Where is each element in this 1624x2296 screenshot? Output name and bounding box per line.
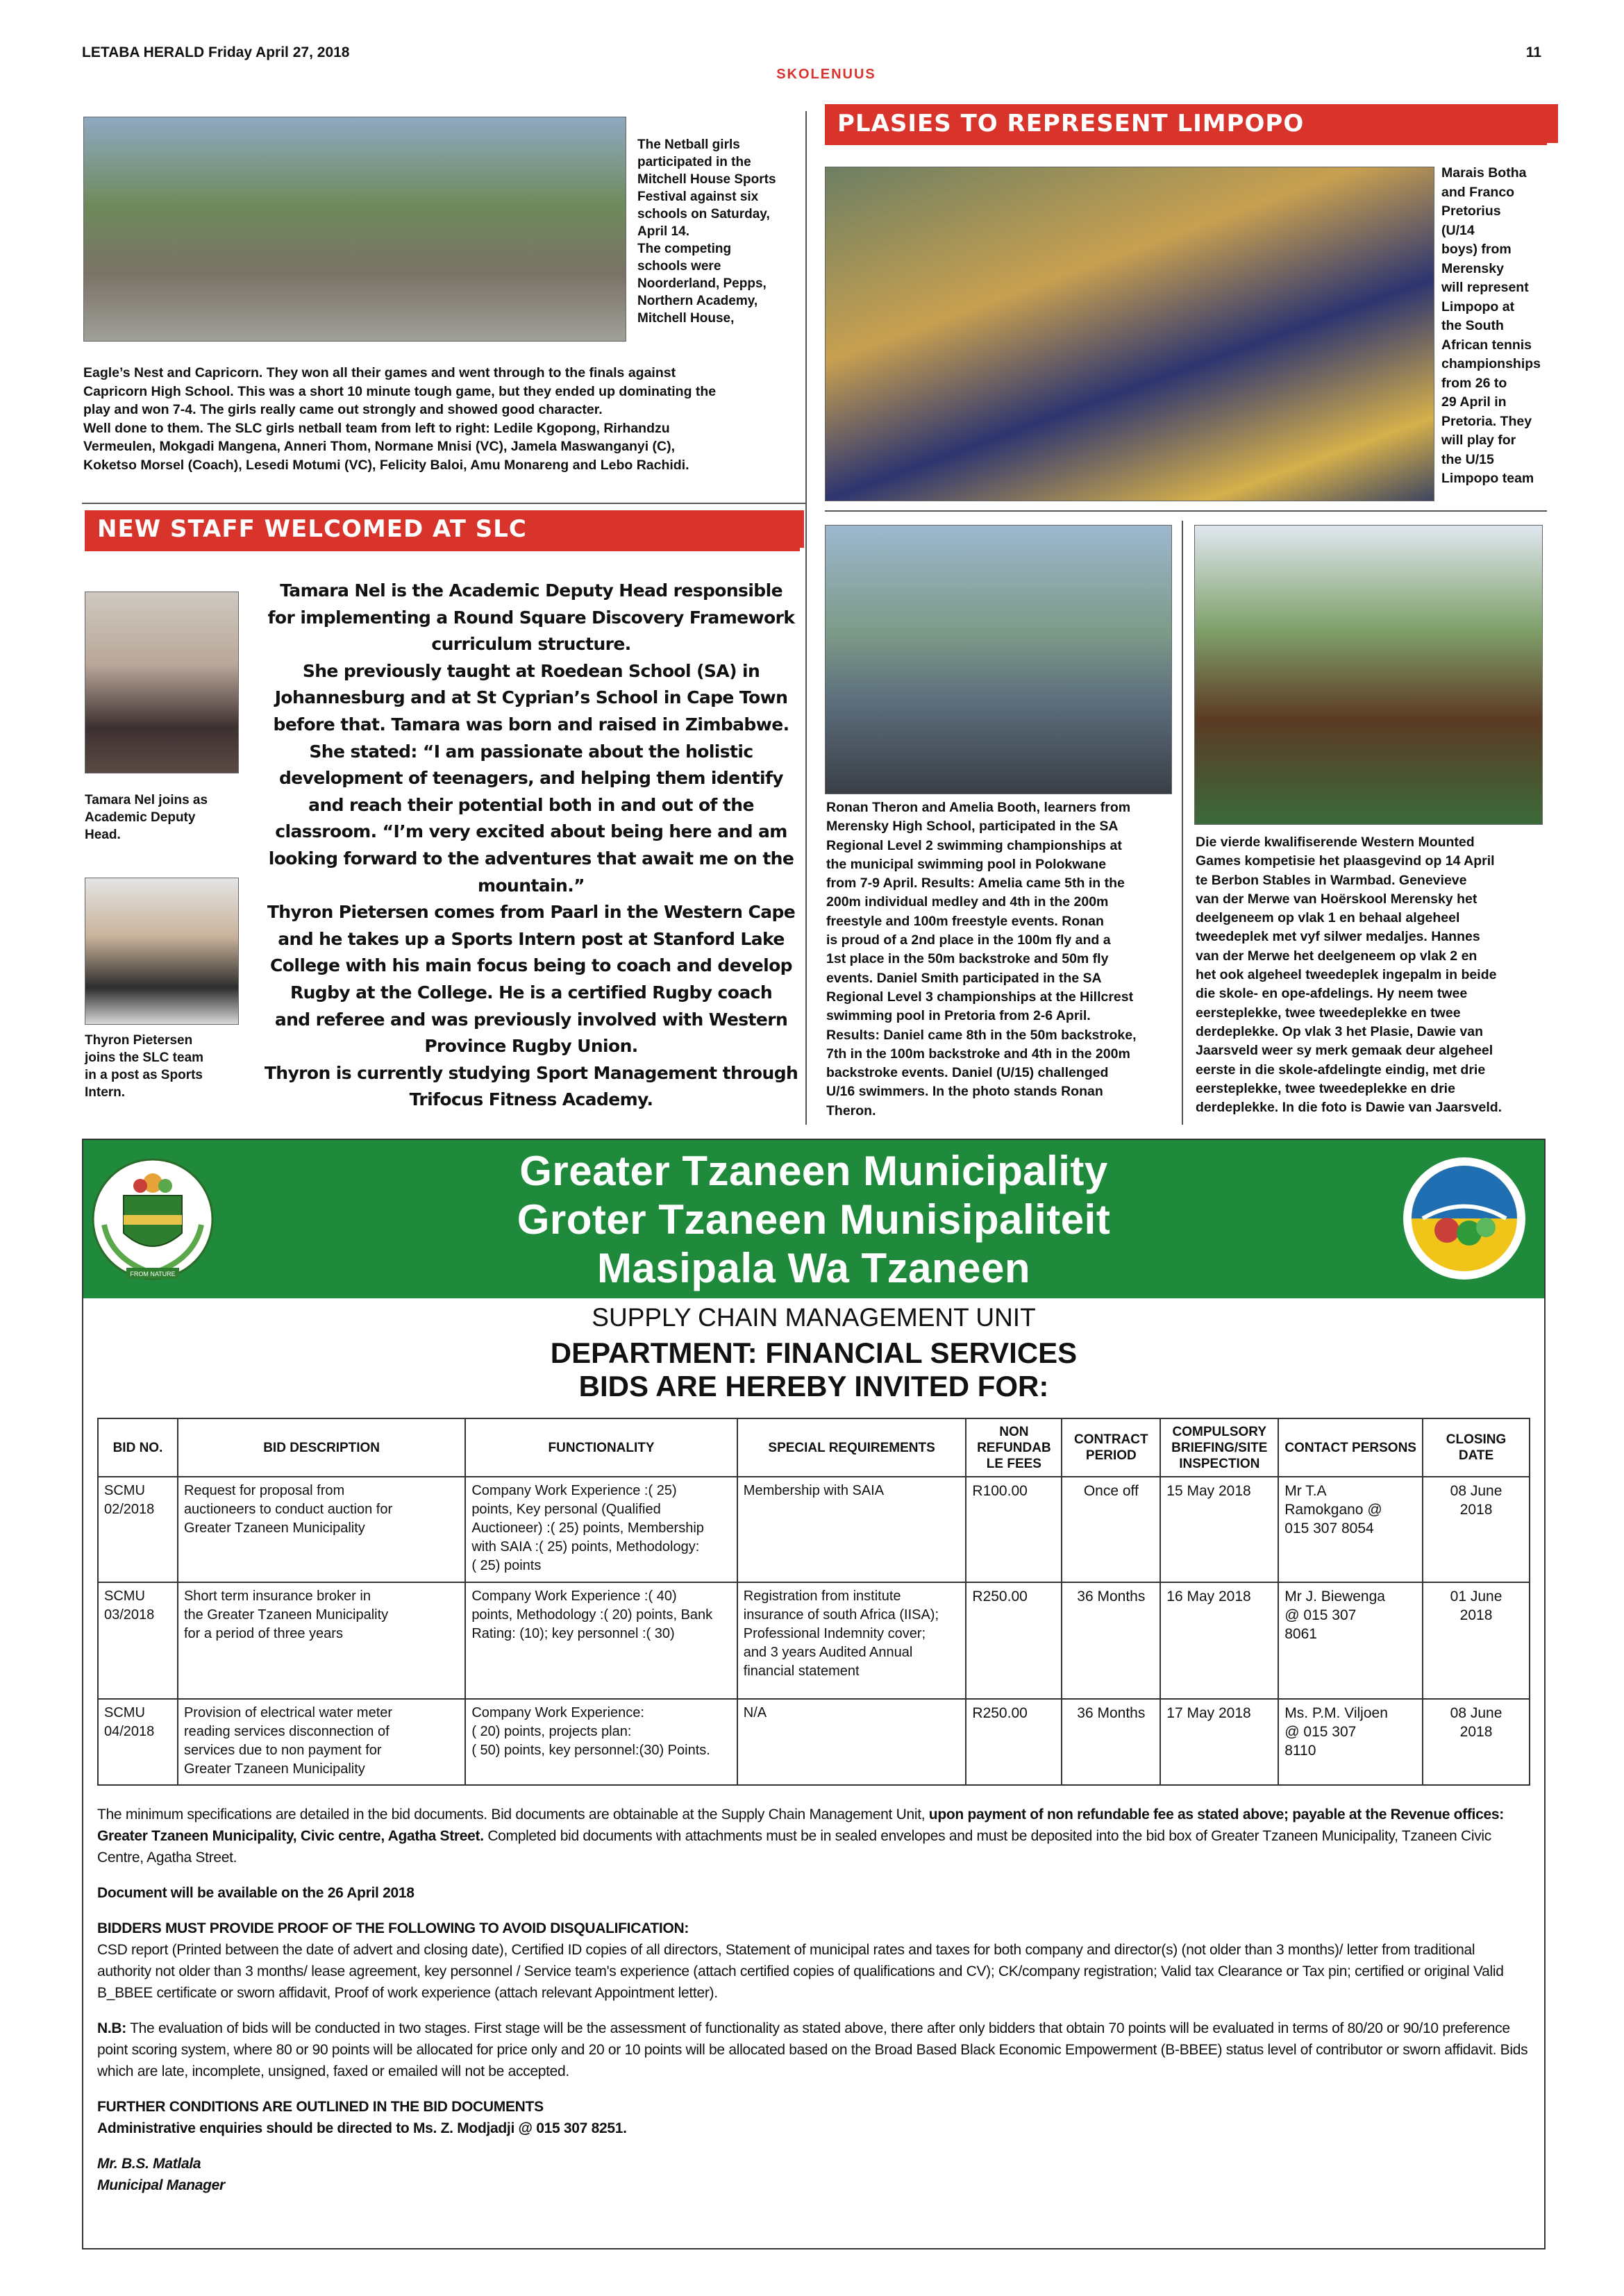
bids-invited-line: BIDS ARE HEREBY INVITED FOR: bbox=[578, 1370, 1049, 1402]
plasies-bottom-rule bbox=[825, 510, 1547, 512]
table-row bbox=[98, 1582, 1530, 1699]
column-divider-right bbox=[1182, 521, 1183, 1125]
bid-closing: 01 June 2018 bbox=[1423, 1582, 1530, 1699]
supply-chain-unit: SUPPLY CHAIN MANAGEMENT UNIT bbox=[592, 1303, 1036, 1332]
table-row bbox=[98, 1477, 1530, 1582]
column-header: CONTACT PERSONS bbox=[1278, 1418, 1423, 1477]
column-header: BID DESCRIPTION bbox=[178, 1418, 465, 1477]
bid-requirements: Registration from institute insurance of south Africa (IISA); Professional Indemnity cover; and 3 years Audited Annual financial statement bbox=[737, 1582, 966, 1699]
further-conditions: FURTHER CONDITIONS ARE OUTLINED IN THE BID DOCUMENTS Administrative enquiries should be directed to Ms. Z. Modjadji @ 015 307 8251. bbox=[97, 2099, 627, 2136]
page-number: 11 bbox=[1525, 44, 1541, 60]
municipality-header bbox=[83, 1140, 1544, 1298]
bids-table bbox=[97, 1418, 1530, 1786]
tennis-players-photo bbox=[825, 167, 1434, 501]
thyron-caption: Thyron Pietersen joins the SLC team in a post as Sports Intern. bbox=[85, 1033, 204, 1100]
column-header: NON REFUNDAB LE FEES bbox=[966, 1418, 1062, 1477]
bid-functionality: Company Work Experience :( 25) points, Key personal (Qualified Auctioneer) :( 25) points, Membership with SAIA :( 25) points, Methodology: ( 25) points bbox=[465, 1477, 737, 1582]
bid-contact: Mr J. Biewenga @ 015 307 8061 bbox=[1278, 1582, 1423, 1699]
netball-side-caption: The Netball girls participated in the Mitchell House Sports Festival against six schools on Saturday, April 14. The competing schools were Noorderland, Pepps, Northern Academy, Mitchell House, bbox=[637, 137, 776, 326]
bids-table-wrapper bbox=[97, 1418, 1530, 1786]
plasies-banner: PLASIES TO REPRESENT LIMPOPO bbox=[825, 104, 1558, 143]
newspaper-issue-line: LETABA HERALD Friday April 27, 2018 bbox=[82, 44, 350, 60]
section-name: SKOLENUUS bbox=[776, 67, 876, 82]
bid-closing: 08 June 2018 bbox=[1423, 1699, 1530, 1785]
bid-description: Provision of electrical water meter reading services disconnection of services due to non payment for Greater Tzaneen Municipality bbox=[178, 1699, 465, 1785]
bid-functionality: Company Work Experience :( 40) points, Methodology :( 20) points, Bank Rating: (10); key personnel :( 30) bbox=[465, 1582, 737, 1699]
ronan-theron-photo bbox=[825, 525, 1172, 794]
horse-rider-photo bbox=[1194, 525, 1543, 825]
bid-fee: R250.00 bbox=[966, 1582, 1062, 1699]
bid-requirements: Membership with SAIA bbox=[737, 1477, 966, 1582]
column-header: CLOSING DATE bbox=[1423, 1418, 1530, 1477]
staff-article-body: Tamara Nel is the Academic Deputy Head responsible for implementing a Round Square Discovery Framework curriculum structure. She previously taught at Roedean School (SA) in Johannesburg and at St Cyprian’s School in Cape Town before that. Tamara was born and raised in Zimbabwe. She stated: “I am passionate about the holistic development of teenagers, and helping them identify and reach their potential both in and out of the classroom. “I’m very excited about being here and am looking forward to the adventures that await me on the mountain.” Thyron Pietersen comes from Paarl in the Western Cape and he takes up a Sports Intern post at Stanford Lake College with his main focus being to coach and develop Rugby at the College. He is a certified Rugby coach and referee and was previously involved with Western Province Rugby Union. Thyron is currently studying Sport Management through Trifocus Fitness Academy. bbox=[264, 580, 798, 1110]
plasies-caption: Marais Botha and Franco Pretorius (U/14 boys) from Merensky will represent Limpopo at the South African tennis championships from 26 to 29 April in Pretoria. They will play for the U/15 Limpopo team bbox=[1441, 165, 1541, 486]
tamara-nel-photo bbox=[85, 592, 239, 773]
municipality-title: Greater Tzaneen Municipality Groter Tzaneen Munisipaliteit Masipala Wa Tzaneen bbox=[517, 1148, 1111, 1291]
department-line: DEPARTMENT: FINANCIAL SERVICES bbox=[550, 1336, 1078, 1369]
bid-contact: Mr T.A Ramokgano @ 015 307 8054 bbox=[1278, 1477, 1423, 1582]
column-divider bbox=[805, 111, 807, 1125]
bid-requirements: N/A bbox=[737, 1699, 966, 1785]
column-header: CONTRACT PERIOD bbox=[1062, 1418, 1160, 1477]
bid-fee: R100.00 bbox=[966, 1477, 1062, 1582]
column-header: COMPULSORY BRIEFING/SITE INSPECTION bbox=[1160, 1418, 1278, 1477]
column-header: BID NO. bbox=[98, 1418, 178, 1477]
plasies-banner-underline bbox=[825, 142, 1547, 145]
bid-briefing: 16 May 2018 bbox=[1160, 1582, 1278, 1699]
bid-briefing: 15 May 2018 bbox=[1160, 1477, 1278, 1582]
thyron-pietersen-photo bbox=[85, 878, 239, 1025]
advert-fine-print bbox=[97, 1804, 1530, 2210]
svg-text:FROM NATURE: FROM NATURE bbox=[130, 1271, 176, 1277]
column-header: FUNCTIONALITY bbox=[465, 1418, 737, 1477]
swimming-caption: Ronan Theron and Amelia Booth, learners from Merensky High School, participated in the SA Regional Level 2 swimming championships at the municipal swimming pool in Polokwane from 7-9 April. Results: Amelia came 5th in the 200m individual medley and 4th in the 200m freestyle and 100m freestyle events. Ronan is proud of a 2nd place in the 100m fly and a 1st place in the 50m backstroke and 50m fly events. Daniel Smith participated in the SA Regional Level 3 championships at the Hillcrest swimming pool in Pretoria from 2-6 April. Results: Daniel came 8th in the 50m backstroke, 7th in the 100m backstroke and 4th in the 200m backstroke events. Daniel (U/15) challenged U/16 swimmers. In the photo stands Ronan Theron. bbox=[826, 800, 1137, 1118]
bid-documents-paragraph: The minimum specifications are detailed in the bid documents. Bid documents are obtainable at the Supply Chain Management Unit, upon payment of non refundable fee as stated above; payable at the Revenue offices: Greater Tzaneen Municipality, Civic centre, Agatha Street. Completed bid documents with attachments must be in sealed envelopes and must be deposited into the bid box of Greater Tzaneen Municipality, Tzaneen Civic Centre, Agatha Street. bbox=[97, 1807, 1504, 1866]
equestrian-caption: Die vierde kwalifiserende Western Mounted Games kompetisie het plaasgevind op 14 April te Berbon Stables in Warmbad. Genevieve van der Merwe van Hoërskool Merensky het deelgeneem op vlak 1 en behaal algeheel tweedeplek met vyf silwer medaljes. Hannes van der Merwe het deelgeneem op vlak 2 en het ook algeheel tweedeplek ingepalm in beide die skole- en ope-afdelings. Hy neem twee eersteplekke, twee tweedeplekke en twee derdeplekke. Op vlak 3 het Plasie, Dawie van Jaarsveld weer sy merk gemaak deur algeheel eerste in die skole-afdelingte eindig, met drie eersteplekke, twee tweedeplekke en drie derdeplekke. In die foto is Dawie van Jaarsveld. bbox=[1196, 835, 1502, 1116]
bid-number: SCMU 04/2018 bbox=[98, 1699, 178, 1785]
availability-line: Document will be available on the 26 April 2018 bbox=[97, 1885, 415, 1901]
municipality-advert bbox=[82, 1139, 1546, 2249]
bid-briefing: 17 May 2018 bbox=[1160, 1699, 1278, 1785]
nb-paragraph: N.B: The evaluation of bids will be conducted in two stages. First stage will be the assessment of functionality as stated above, there after only bidders that obtain 70 points will be evaluated in terms of 80/20 or 90/10 preference point scoring system, where 80 or 90 points will be allocated for price only and 20 or 10 points will be allocated based on the Broad Based Black Economic Empowerment (B-BBEE) status level of contributor or sworn affidavit. Bids which are late, incomplete, unsigned, faxed or emailed will not be accepted. bbox=[97, 2020, 1528, 2079]
proof-paragraph: BIDDERS MUST PROVIDE PROOF OF THE FOLLOWING TO AVOID DISQUALIFICATION: CSD report (Printed between the date of advert and closing date), Certified ID copies of all directors, Statement of municipal rates and taxes for both company and director(s) (not older than 3 months)/ letter from traditional authority not older than 3 months/ lease agreement, key personnel / Service team's experience (attach certified copies of qualifications and CV); CK/company registration; Valid tax Clearance or Tax pin; certified or original Valid B_BBEE certificate or sworn affidavit, Proof of work experience (attach relevant Appointment letter). bbox=[97, 1920, 1504, 2001]
bid-functionality: Company Work Experience: ( 20) points, projects plan: ( 50) points, key personnel:(30) Points. bbox=[465, 1699, 737, 1785]
netball-team-photo bbox=[83, 117, 626, 342]
bid-fee: R250.00 bbox=[966, 1699, 1062, 1785]
municipality-logo-icon bbox=[1398, 1153, 1530, 1284]
table-row bbox=[98, 1699, 1530, 1785]
netball-full-caption: Eagle’s Nest and Capricorn. They won all their games and went through to the finals against Capricorn High School. This was a short 10 minute tough game, but they ended up dominating the play and won 7-4. The girls really came out strongly and showed good character. Well done to them. The SLC girls netball team from left to right: Ledile Kgopong, Rirhandzu Vermeulen, Mokgadi Mangena, Anneri Thom, Normane Mnisi (VC), Jamela Maswanganyi (C), Koketso Morsel (Coach), Lesedi Motumi (VC), Felicity Baloi, Amu Monareng and Lebo Rachidi. bbox=[83, 365, 717, 473]
bid-contact: Ms. P.M. Viljoen @ 015 307 8110 bbox=[1278, 1699, 1423, 1785]
bid-description: Request for proposal from auctioneers to conduct auction for Greater Tzaneen Municipality bbox=[178, 1477, 465, 1582]
bid-period: 36 Months bbox=[1062, 1699, 1160, 1785]
bid-closing: 08 June 2018 bbox=[1423, 1477, 1530, 1582]
tamara-caption: Tamara Nel joins as Academic Deputy Head. bbox=[85, 793, 208, 842]
bids-table-header-row bbox=[98, 1418, 1530, 1477]
bid-description: Short term insurance broker in the Greater Tzaneen Municipality for a period of three years bbox=[178, 1582, 465, 1699]
staff-banner-underline bbox=[85, 548, 800, 551]
bid-number: SCMU 03/2018 bbox=[98, 1582, 178, 1699]
signatory-block: Mr. B.S. Matlala Municipal Manager bbox=[97, 2156, 225, 2193]
column-header: SPECIAL REQUIREMENTS bbox=[737, 1418, 966, 1477]
bid-number: SCMU 02/2018 bbox=[98, 1477, 178, 1582]
bid-period: 36 Months bbox=[1062, 1582, 1160, 1699]
staff-banner: NEW STAFF WELCOMED AT SLC bbox=[85, 510, 804, 548]
bid-period: Once off bbox=[1062, 1477, 1160, 1582]
section-top-rule bbox=[82, 503, 805, 504]
